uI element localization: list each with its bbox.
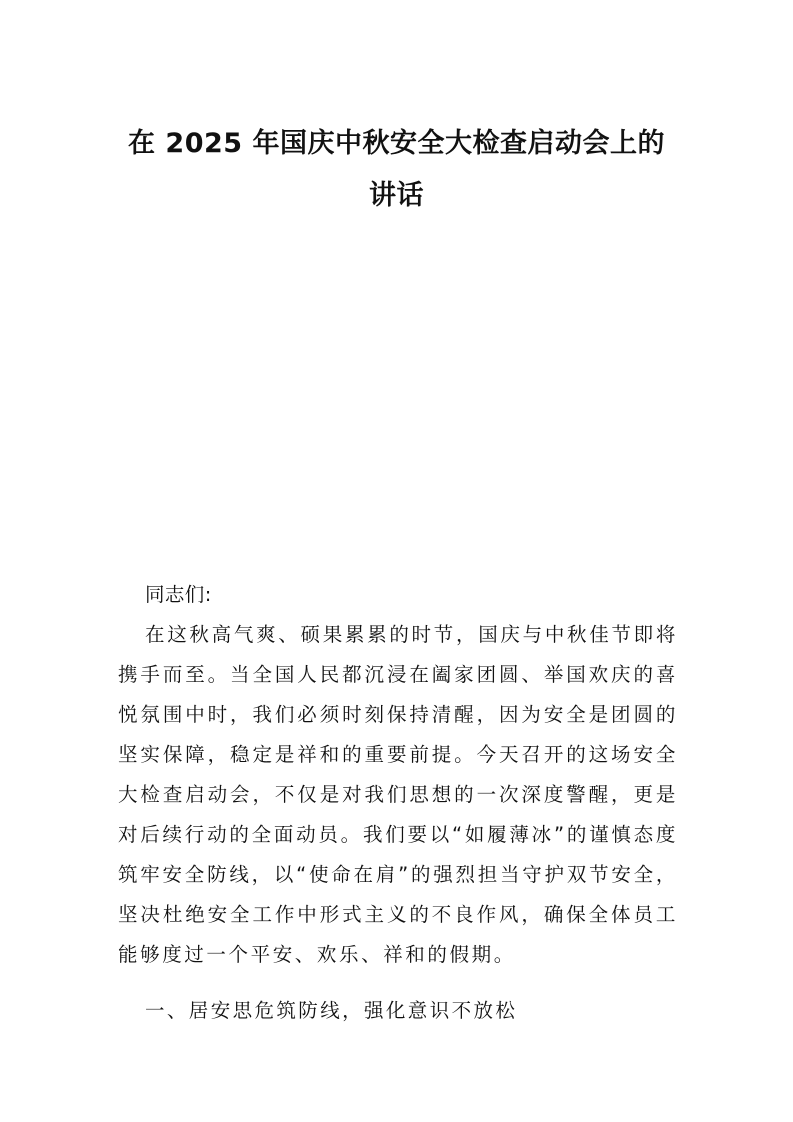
document-title-line-1: 在 2025 年国庆中秋安全大检查启动会上的 <box>128 128 665 159</box>
opening-paragraph: 在这秋高气爽、硕果累累的时节，国庆与中秋佳节即将携手而至。当全国人民都沉浸在阖家团圆、举国欢庆的喜悦氛围中时，我们必须时刻保持清醒，因为安全是团圆的坚实保障，稳定是祥和的重要前提。今天召开的这场安全大检查启动会，不仅是对我们思想的一次深度警醒，更是对后续行动的全面动员。我们要以“如履薄冰”的谨慎态度筑牢安全防线，以“使命在肩”的强烈担当守护双节安全，坚决杜绝安全工作中形式主义的不良作风，确保全体员工能够度过一个平安、欢乐、祥和的假期。 <box>118 623 678 966</box>
document-title-line-2: 讲话 <box>369 180 424 211</box>
section-heading-1: 一、居安思危筑防线，强化意识不放松 <box>145 999 518 1022</box>
salutation: 同志们: <box>145 583 212 606</box>
